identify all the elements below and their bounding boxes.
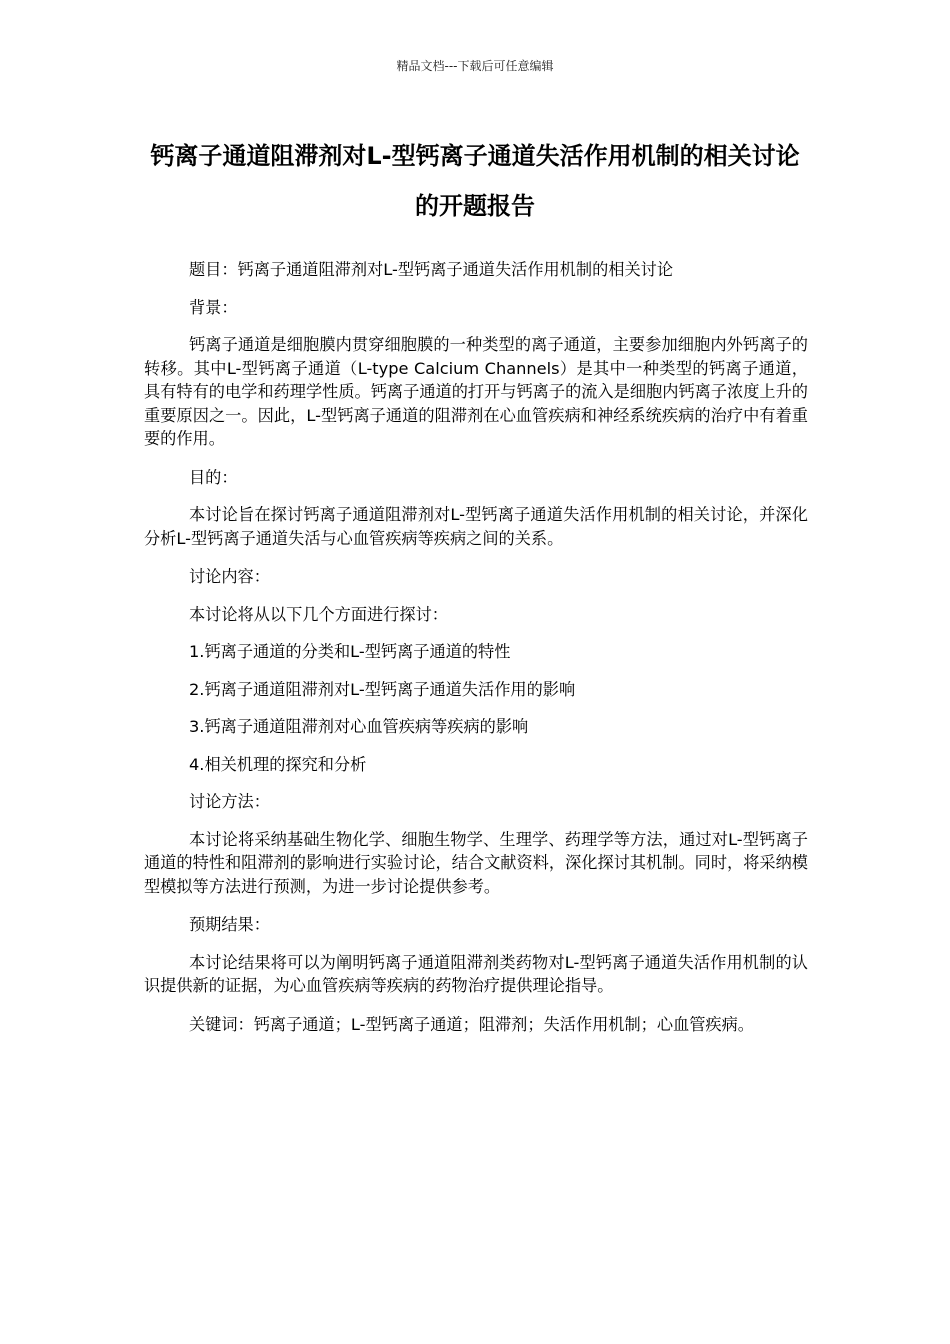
background-paragraph: 钙离子通道是细胞膜内贯穿细胞膜的一种类型的离子通道，主要参加细胞内外钙离子的转移。其中L-型钙离子通道（L-type Calcium Channels）是其中一种类型的钙离子通道，具有特有的电学和药理学性质。钙离子通道的打开与钙离子的流入是细胞内钙离子浓度上升的重要原因之一。因此，L-型钙离子通道的阻滞剂在心血管疾病和神经系统疾病的治疗中有着重要的作用。	[144, 335, 808, 448]
method-paragraph: 本讨论将采纳基础生物化学、细胞生物学、生理学、药理学等方法，通过对L-型钙离子通道的特性和阻滞剂的影响进行实验讨论，结合文献资料，深化探讨其机制。同时，将采纳模型模拟等方法进行预测，为进一步讨论提供参考。	[144, 829, 808, 896]
content-item-2: 2.钙离子通道阻滞剂对L-型钙离子通道失活作用的影响	[189, 679, 576, 699]
purpose-paragraph: 本讨论旨在探讨钙离子通道阻滞剂对L-型钙离子通道失活作用机制的相关讨论，并深化分析L-型钙离子通道失活与心血管疾病等疾病之间的关系。	[144, 505, 808, 548]
content-intro: 本讨论将从以下几个方面进行探讨：	[189, 604, 448, 624]
expected-paragraph: 本讨论结果将可以为阐明钙离子通道阻滞剂类药物对L-型钙离子通道失活作用机制的认识提供新的证据，为心血管疾病等疾病的药物治疗提供理论指导。	[144, 952, 808, 995]
content-item-3: 3.钙离子通道阻滞剂对心血管疾病等疾病的影响	[189, 717, 529, 736]
content-item-4: 4.相关机理的探究和分析	[189, 754, 367, 774]
expected-heading: 预期结果：	[189, 915, 270, 934]
purpose-heading: 目的：	[189, 467, 238, 487]
header-note: 精品文档---下载后可任意编辑	[396, 59, 554, 73]
method-heading: 讨论方法：	[189, 792, 270, 811]
topic-line: 题目：钙离子通道阻滞剂对L-型钙离子通道失活作用机制的相关讨论	[189, 260, 674, 279]
content-heading: 讨论内容：	[189, 567, 270, 586]
document-body	[144, 258, 808, 1050]
keywords-line: 关键词：钙离子通道；L-型钙离子通道；阻滞剂；失活作用机制；心血管疾病。	[189, 1014, 754, 1034]
background-heading: 背景：	[189, 297, 238, 317]
document-title: 钙离子通道阻滞剂对L-型钙离子通道失活作用机制的相关讨论的开题报告	[150, 142, 800, 220]
content-item-1: 1.钙离子通道的分类和L-型钙离子通道的特性	[189, 642, 511, 661]
